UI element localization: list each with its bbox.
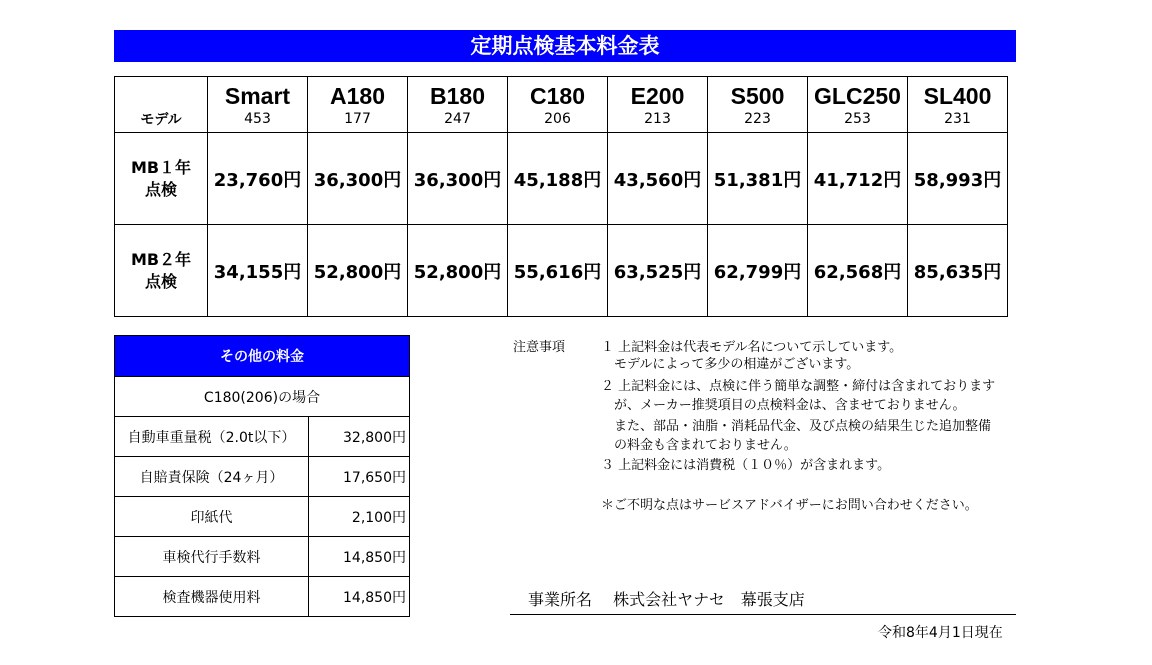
table-row bbox=[115, 133, 1008, 225]
fee-amount: 32,800円 bbox=[309, 417, 410, 457]
model-code: 247 bbox=[444, 110, 471, 127]
row-label-line: MB２年 bbox=[130, 249, 192, 269]
model-name: E200 bbox=[630, 82, 685, 109]
fee-amount: 14,850円 bbox=[309, 537, 410, 577]
price-cell: 36,300円 bbox=[408, 133, 508, 225]
row-label bbox=[115, 225, 208, 317]
model-code: 223 bbox=[744, 110, 771, 127]
price-cell: 63,525円 bbox=[608, 225, 708, 317]
note-line: の料金も含まれておりません。 bbox=[614, 438, 797, 453]
note-line: が、メーカー推奨項目の点検料金は、含ませておりません。 bbox=[614, 398, 966, 413]
model-label-cell bbox=[115, 77, 208, 133]
office-name: 事業所名 株式会社ヤナセ 幕張支店 bbox=[528, 590, 805, 609]
model-name: C180 bbox=[530, 82, 585, 109]
model-cell bbox=[908, 77, 1008, 133]
fee-label: 印紙代 bbox=[115, 497, 309, 537]
price-cell: 55,616円 bbox=[508, 225, 608, 317]
table-row bbox=[115, 457, 410, 497]
price-cell: 52,800円 bbox=[408, 225, 508, 317]
model-code: 253 bbox=[844, 110, 871, 127]
note-line: また、部品・油脂・消耗品代金、及び点検の結果生じた追加整備 bbox=[614, 419, 992, 434]
model-name: SL400 bbox=[923, 82, 992, 109]
model-name: S500 bbox=[730, 82, 785, 109]
model-cell bbox=[408, 77, 508, 133]
model-name: GLC250 bbox=[814, 82, 901, 109]
fee-amount: 2,100円 bbox=[309, 497, 410, 537]
model-cell bbox=[308, 77, 408, 133]
fee-label: 自動車重量税（2.0t以下） bbox=[115, 417, 309, 457]
model-name: Smart bbox=[224, 82, 291, 109]
row-label-line: 点検 bbox=[144, 271, 177, 291]
model-header-row bbox=[115, 77, 1008, 133]
price-cell: 58,993円 bbox=[908, 133, 1008, 225]
table-row bbox=[115, 577, 410, 617]
model-name: B180 bbox=[430, 82, 485, 109]
row-label-line: MB１年 bbox=[130, 157, 192, 177]
note-line: ３ 上記料金には消費税（１０％）が含まれます。 bbox=[601, 458, 891, 473]
fee-amount: 17,650円 bbox=[309, 457, 410, 497]
other-fees-subtitle: C180(206)の場合 bbox=[115, 377, 410, 417]
office-underline bbox=[510, 614, 1016, 615]
price-cell: 23,760円 bbox=[208, 133, 308, 225]
price-cell: 62,799円 bbox=[708, 225, 808, 317]
price-table bbox=[114, 76, 1008, 317]
note-line: ２ 上記料金には、点検に伴う簡単な調整・締付は含まれております bbox=[601, 379, 996, 394]
model-code: 177 bbox=[344, 110, 371, 127]
price-cell: 85,635円 bbox=[908, 225, 1008, 317]
price-cell: 34,155円 bbox=[208, 225, 308, 317]
other-fees-title: その他の料金 bbox=[115, 336, 410, 377]
page-title: 定期点検基本料金表 bbox=[114, 30, 1016, 62]
row-label-line: 点検 bbox=[144, 179, 177, 199]
price-cell: 45,188円 bbox=[508, 133, 608, 225]
model-cell bbox=[708, 77, 808, 133]
model-label: モデル bbox=[140, 111, 182, 128]
fee-label: 自賠責保険（24ヶ月） bbox=[115, 457, 309, 497]
model-cell bbox=[608, 77, 708, 133]
fee-label: 車検代行手数料 bbox=[115, 537, 309, 577]
model-code: 453 bbox=[244, 110, 271, 127]
model-code: 206 bbox=[544, 110, 571, 127]
note-line: ＊ご不明な点はサービスアドバイザーにお問い合わせください。 bbox=[601, 498, 978, 513]
table-row bbox=[115, 537, 410, 577]
price-cell: 43,560円 bbox=[608, 133, 708, 225]
model-cell bbox=[508, 77, 608, 133]
note-line: １ 上記料金は代表モデル名について示しています。 bbox=[601, 340, 903, 355]
model-code: 213 bbox=[644, 110, 671, 127]
notes-heading: 注意事項 bbox=[513, 340, 566, 355]
fee-label: 検査機器使用料 bbox=[115, 577, 309, 617]
price-cell: 51,381円 bbox=[708, 133, 808, 225]
price-cell: 41,712円 bbox=[808, 133, 908, 225]
other-fees-table bbox=[114, 335, 410, 617]
price-cell: 62,568円 bbox=[808, 225, 908, 317]
model-cell bbox=[808, 77, 908, 133]
model-name: A180 bbox=[330, 82, 385, 109]
fee-amount: 14,850円 bbox=[309, 577, 410, 617]
table-row bbox=[115, 497, 410, 537]
row-label bbox=[115, 133, 208, 225]
table-row bbox=[115, 225, 1008, 317]
table-row bbox=[115, 417, 410, 457]
price-cell: 52,800円 bbox=[308, 225, 408, 317]
note-line: モデルによって多少の相違がございます。 bbox=[614, 357, 860, 372]
model-code: 231 bbox=[944, 110, 971, 127]
price-cell: 36,300円 bbox=[308, 133, 408, 225]
model-cell bbox=[208, 77, 308, 133]
effective-date: 令和8年4月1日現在 bbox=[878, 625, 1003, 641]
